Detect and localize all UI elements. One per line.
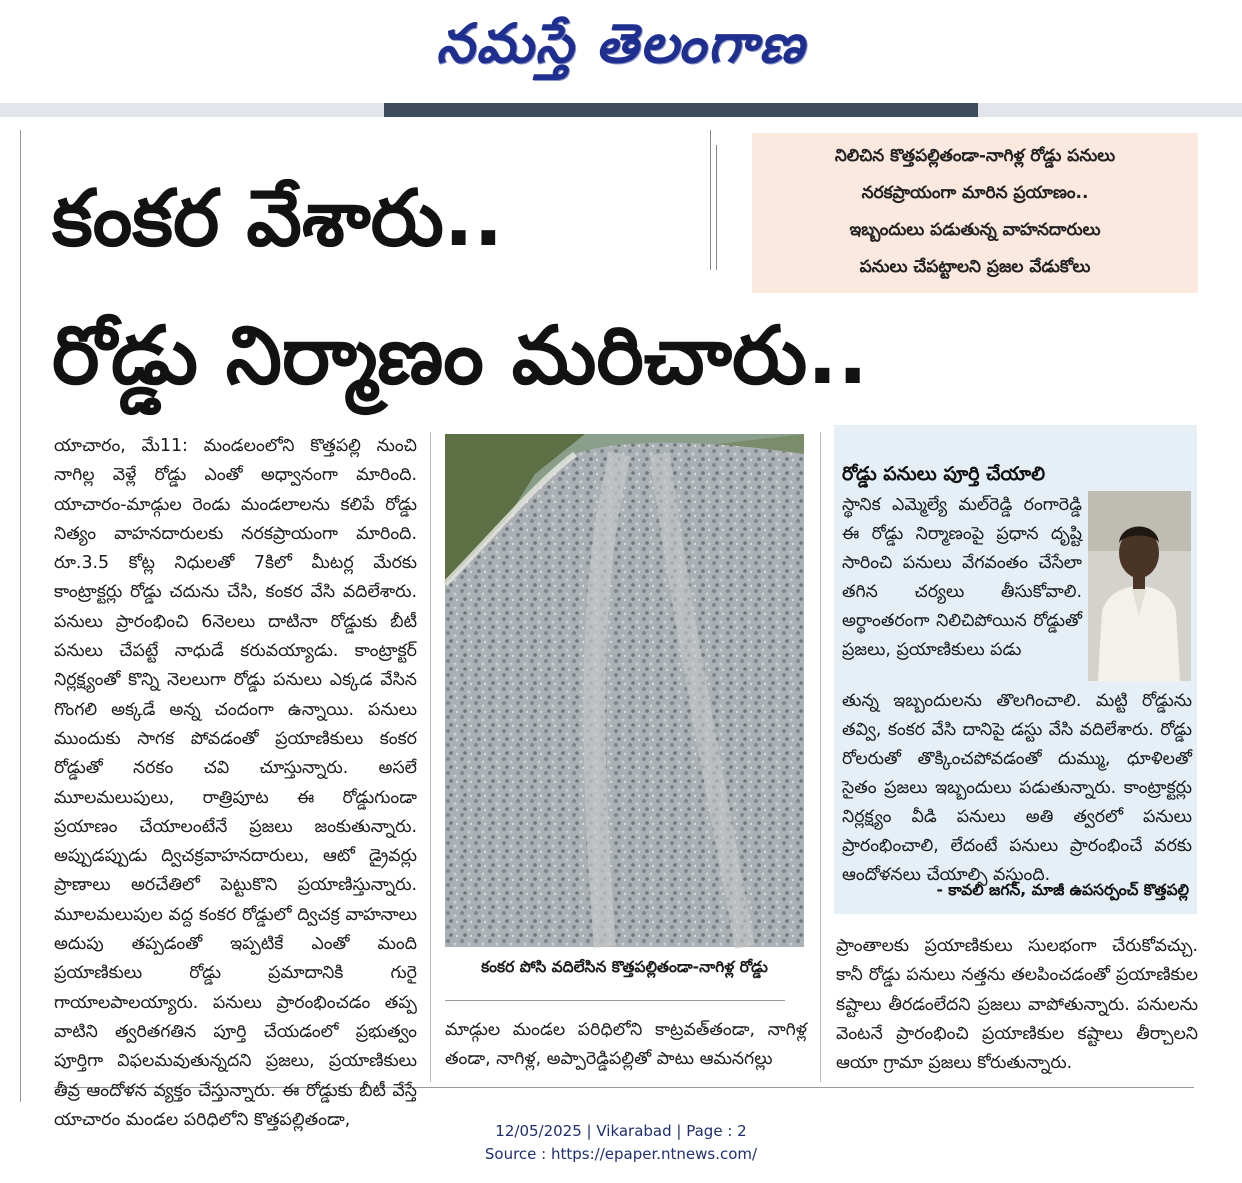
footer — [0, 1120, 1242, 1166]
sidebar-box — [834, 425, 1197, 914]
headline-line-1: కంకర వేశారు.. — [52, 174, 504, 264]
left-border — [20, 130, 21, 1102]
sidebar-body-continued: తున్న ఇబ్బందులను తొలగించాలి. మట్టి రోడ్డును తవ్వి, కంకర వేసి దానిపై డస్టు వేసి వదిలేశారు. రోడ్డు రోలరుతో తొక్కించపోవడంతో దుమ్ము, ధూళిలతో సైతం ప్రజలు ఇబ్బందులు పడుతున్నారు. కాంట్రాక్టర్లు నిర్లక్ష్యం వీడి పనులు అతి త్వరలో పనులు ప్రారంభించాలి, లేదంటే పనులు ప్రారంభించే వరకు ఆందోళనలు చేయాల్సి వస్తుంది. — [842, 691, 1192, 885]
caption-rule — [445, 1000, 785, 1001]
deck-divider — [710, 130, 711, 270]
sidebar-title: రోడ్డు పనులు పూర్తి చేయాలి — [842, 463, 1046, 485]
footer-meta: 12/05/2025 | Vikarabad | Page : 2 — [495, 1122, 747, 1140]
column-divider — [430, 432, 431, 1082]
person-photo — [1088, 491, 1191, 681]
deck-line: నిలిచిన కొత్తపల్లితండా-నాగిళ్ల రోడ్డు పనులు — [834, 145, 1116, 166]
column-divider — [820, 432, 821, 1082]
road-photo — [445, 434, 804, 947]
masthead-band-accent — [384, 103, 978, 117]
deck-line: పనులు చేపట్టాలని ప్రజల వేడుకోలు — [859, 256, 1091, 277]
deck-box — [752, 133, 1198, 293]
headline-line-2: రోడ్డు నిర్మాణం మరిచారు.. — [52, 309, 868, 402]
photo-caption: కంకర పోసి వదిలేసిన కొత్తపల్లితండా-నాగిళ్ల రోడ్డు — [481, 958, 768, 976]
article-column-2: మాడ్గుల మండల పరిధిలోని కాట్రవత్‌తండా, నాగిళ్ల తండా, నాగిళ్ల, అప్పారెడ్డిపల్లితో పాటు ఆమనగల్లు — [445, 1020, 807, 1070]
deck-line: ఇబ్బందులు పడుతున్న వాహనదారులు — [849, 219, 1101, 240]
deck-divider — [716, 145, 717, 270]
masthead-logo: నమస్తే తెలంగాణ — [436, 11, 806, 75]
article-column-1: యాచారం, మే11: మండలంలోని కొత్తపల్లి నుంచి నాగిల్ల వెళ్లే రోడ్డు ఎంతో అధ్వానంగా మారింది. యాచారం-మాడ్గుల రెండు మండలాలను కలిపే రోడ్డు నిత్యం వాహనదారులకు నరకప్రాయంగా మారింది. రూ.3.5 కోట్ల నిధులతో 7కిలో మీటర్ల మేరకు కాంట్రాక్టర్లు రోడ్డు చదును చేసి, కంకర వేసి వదిలేశారు. పనులు ప్రారంభించి 6నెలలు దాటినా రోడ్డుకు బీటీ పనులు చేపట్టే నాధుడే కరువయ్యాడు. కాంట్రాక్టర్ నిర్లక్ష్యంతో కొన్ని నెలలుగా రోడ్డు పనులు ఎక్కడ వేసిన గొంగలి అక్కడే అన్న చందంగా ఉన్నాయి. పనులు ముందుకు సాగక పోవడంతో ప్రయాణికులు కంకర రోడ్డుతో నరకం చవి చూస్తున్నారు. అసలే మూలమలుపులు, రాత్రిపూట ఈ రోడ్డుగుండా ప్రయాణం చేయాలంటేనే ప్రజలు జంకుతున్నారు. అప్పుడప్పుడు ద్విచక్రవాహనదారులు, ఆటో డ్రైవర్లు ప్రాణాలు అరచేతిలో పెట్టుకొని ప్రయాణిస్తున్నారు. మూలమలుపుల వద్ద కంకర రోడ్డులో ద్విచక్ర వాహనాలు అదుపు తప్పడంతో ఇప్పటికే ఎంతో మంది ప్రయాణికులు రోడ్డు ప్రమాదానికి గురై గాయాలపాలయ్యారు. పనులు ప్రారంభించడం తప్ప వాటిని త్వరితగతిన పూర్తి చేయడంలో ప్రభుత్వం పూర్తిగా విఫలమవుతున్నదని ప్రజలు, ప్రయాణికులు తీవ్ర ఆందోళన వ్యక్తం చేస్తున్నారు. ఈ రోడ్డుకు బీటీ వేస్తే యాచారం మండల పరిధిలోని కొత్తపల్లితండా, — [54, 436, 417, 1130]
sidebar-body: స్థానిక ఎమ్మెల్యే మల్‌రెడ్డి రంగారెడ్డి ఈ రోడ్డు నిర్మాణంపై ప్రధాన దృష్టి సారించి పనులు వేగవంతం చేసేలా తగిన చర్యలు తీసుకోవాలి. అర్థాంతరంగా నిలిచిపోయిన రోడ్డుతో ప్రజలు, ప్రయాణికులు పడు — [842, 495, 1082, 660]
masthead — [0, 0, 1242, 100]
article-column-3: ప్రాంతాలకు ప్రయాణికులు సులభంగా చేరుకోవచ్చు. కానీ రోడ్డు పనులు నత్తను తలపించడంతో ప్రయాణికుల కష్టాలు తీరడంలేదని ప్రజలు వాపోతున్నారు. పనులను వెంటనే ప్రారంభించి ప్రయాణికుల కష్టాలు తీర్చాలని ఆయా గ్రామా ప్రజలు కోరుతున్నారు. — [836, 936, 1198, 1074]
footer-source: Source : https://epaper.ntnews.com/ — [484, 1145, 758, 1163]
sidebar-byline: - కావలి జగన్, మాజీ ఉపసర్పంచ్ కొత్తపల్లి — [936, 881, 1189, 899]
deck-line: నరకప్రాయంగా మారిన ప్రయాణం.. — [861, 182, 1089, 203]
